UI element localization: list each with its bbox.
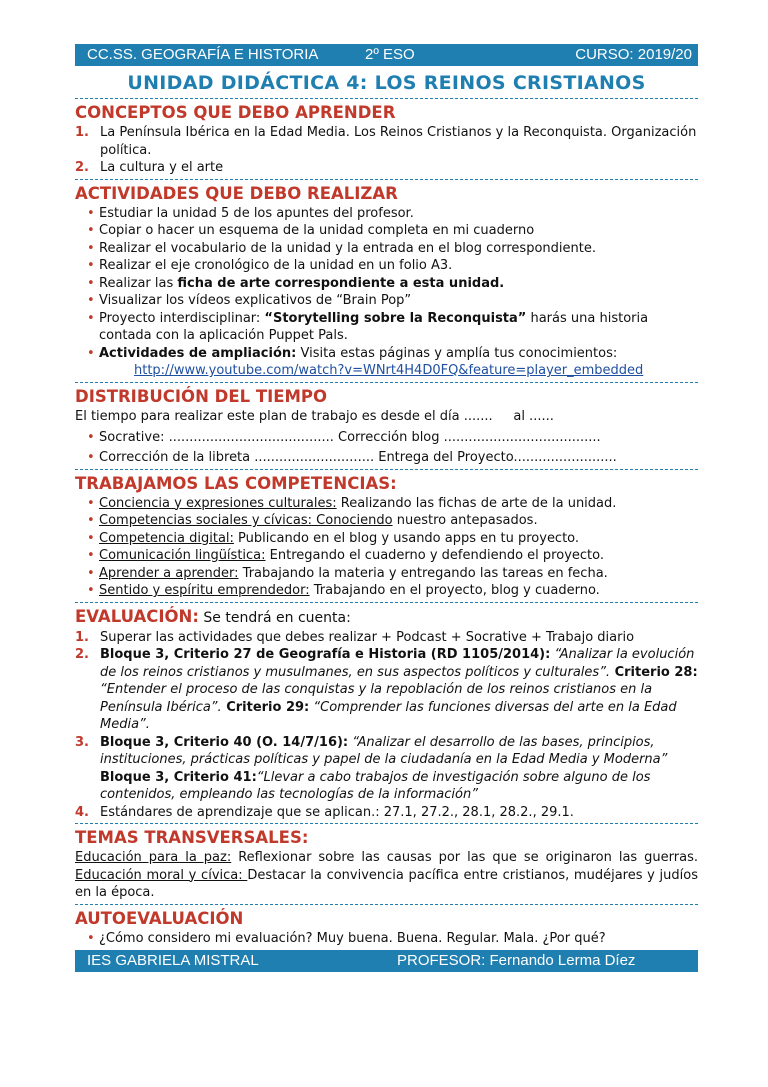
header-subject: CC.SS. GEOGRAFÍA E HISTORIA — [87, 46, 319, 63]
evaluacion-heading: EVALUACIÓN: Se tendrá en cuenta: — [75, 606, 351, 626]
divider — [75, 98, 698, 99]
document-page — [75, 44, 698, 972]
list-item: 3. Bloque 3, Criterio 40 (O. 14/7/16): “Analizar el desarrollo de las bases, principios, instituciones, prácticas políticas y papel de la ciudadanía en la Edad Media y Moderna” Bloque 3, Criterio 41:“Llevar a cabo trabajos de investigación sobre alguno de los contenidos, empleando las tecnologías de la información” — [75, 734, 668, 802]
list-item: • Realizar el eje cronológico de la unidad en un folio A3. — [75, 257, 698, 275]
divider — [75, 823, 698, 824]
list-item: • Realizar las ficha de arte correspondiente a esta unidad. — [75, 275, 698, 293]
list-item: • Copiar o hacer un esquema de la unidad completa en mi cuaderno — [75, 222, 698, 240]
list-item: • Competencia digital: Publicando en el blog y usando apps en tu proyecto. — [75, 530, 698, 548]
divider — [75, 469, 698, 470]
item-number: 2. — [75, 160, 89, 175]
list-item: 2. Bloque 3, Criterio 27 de Geografía e Historia (RD 1105/2014): “Analizar la evolución de los reinos cristianos y musulmanes, en sus aspectos políticos y culturales”. Criterio 28: “Entender el proceso de las conquistas y la repoblación de los reinos cristianos en la Península Ibérica”. Criterio 29: “Comprender las funciones diversas del arte en la Edad Media”. — [75, 647, 698, 732]
transversales-heading: TEMAS TRANSVERSALES: — [75, 828, 309, 847]
list-item: • Aprender a aprender: Trabajando la materia y entregando las tareas en fecha. — [75, 565, 698, 583]
conceptos-heading: CONCEPTOS QUE DEBO APRENDER — [75, 103, 396, 122]
divider — [75, 904, 698, 905]
list-item: • Realizar el vocabulario de la unidad y la entrada en el blog correspondiente. — [75, 240, 698, 258]
item-number: 1. — [75, 125, 89, 140]
list-item: • Estudiar la unidad 5 de los apuntes del profesor. — [75, 205, 698, 223]
autoevaluacion-heading: AUTOEVALUACIÓN — [75, 908, 244, 928]
list-item: • Corrección de la libreta ............................. Entrega del Proyecto......................... — [75, 449, 698, 467]
divider — [75, 602, 698, 603]
footer-bar — [75, 950, 698, 972]
header-bar — [75, 44, 698, 66]
list-item: 4. Estándares de aprendizaje que se aplican.: 27.1, 27.2., 28.1, 28.2., 29.1. — [75, 804, 574, 820]
header-grade: 2º ESO — [365, 46, 415, 63]
list-item: 2. La cultura y el arte — [75, 160, 224, 175]
list-item: • Actividades de ampliación: Visita estas páginas y amplía tus conocimientos: — [75, 345, 698, 363]
list-item: • Sentido y espíritu emprendedor: Trabajando en el proyecto, blog y cuaderno. — [75, 582, 698, 600]
list-item: • Visualizar los vídeos explicativos de “Brain Pop” — [75, 292, 698, 310]
list-item: • Competencias sociales y cívicas: Conociendo nuestro antepasados. — [75, 512, 698, 530]
list-item: • Conciencia y expresiones culturales: Realizando las fichas de arte de la unidad. — [75, 495, 698, 513]
actividades-heading: ACTIVIDADES QUE DEBO REALIZAR — [75, 183, 398, 203]
tiempo-intro: El tiempo para realizar este plan de trabajo es desde el día ....... al ...... — [75, 409, 554, 424]
divider — [75, 382, 698, 383]
list-item: 1. Superar las actividades que debes realizar + Podcast + Socrative + Trabajo diario — [75, 629, 635, 645]
youtube-link[interactable]: http://www.youtube.com/watch?v=WNrt4H4D0FQ&feature=player_embedded — [134, 363, 644, 378]
page-title: UNIDAD DIDÁCTICA 4: LOS REINOS CRISTIANOS — [127, 72, 646, 94]
header-course: CURSO: 2019/20 — [575, 46, 692, 63]
list-item: • Proyecto interdisciplinar: “Storytelling sobre la Reconquista” harás una historia contada con la aplicación Puppet Pals. — [75, 310, 698, 345]
list-item: • Comunicación lingüística: Entregando el cuaderno y defendiendo el proyecto. — [75, 547, 698, 565]
divider — [75, 179, 698, 180]
tiempo-heading: DISTRIBUCIÓN DEL TIEMPO — [75, 387, 328, 406]
list-item: 1. La Península Ibérica en la Edad Media. Los Reinos Cristianos y la Reconquista. Organización política. — [75, 125, 697, 158]
footer-teacher: PROFESOR: Fernando Lerma Díez — [397, 952, 636, 969]
transversales-text: Educación para la paz: Reflexionar sobre las causas por las que se originaron las guerras. Educación moral y cívica: Destacar la convivencia pacífica entre cristianos, mudéjares y judíos en la época. — [75, 850, 698, 900]
competencias-heading: TRABAJAMOS LAS COMPETENCIAS: — [75, 473, 397, 493]
footer-school: IES GABRIELA MISTRAL — [87, 952, 259, 969]
list-item: • Socrative: ........................................ Corrección blog ...................................... — [75, 429, 698, 447]
list-item: • ¿Cómo considero mi evaluación? Muy buena. Buena. Regular. Mala. ¿Por qué? — [75, 930, 698, 948]
